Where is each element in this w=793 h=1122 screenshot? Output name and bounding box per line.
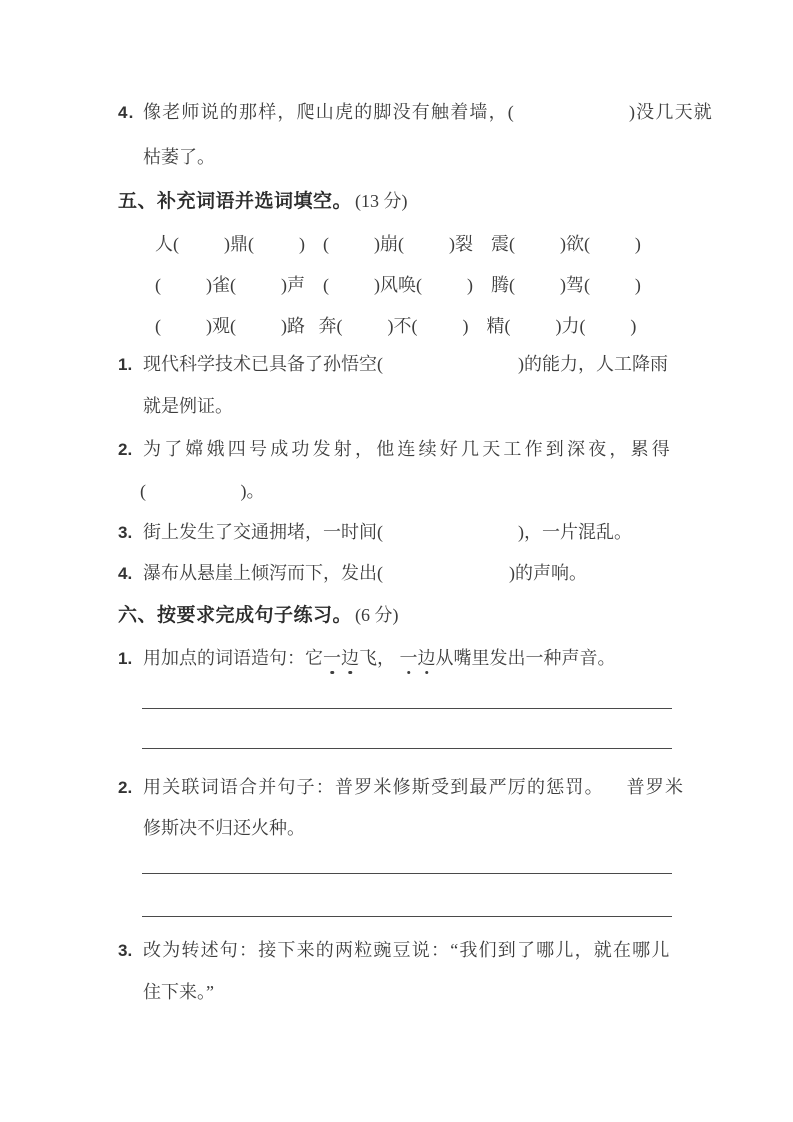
question-text: 飞， — [359, 648, 400, 668]
question-text: 枯萎了。 — [143, 147, 215, 167]
item-number: 4. — [118, 564, 133, 583]
word-fill-text: ( )观( )路 奔( )不( ) 精( )力( ) — [155, 316, 637, 336]
word-fill-row-3 — [155, 314, 636, 338]
question-text: 瀑布从悬崖上倾泻而下，发出( )的声响。 — [143, 563, 587, 583]
word-fill-text: 人( )鼎( ) ( )崩( )裂 震( )欲( ) — [155, 234, 641, 254]
question-prev-4-line-1 — [118, 100, 713, 124]
word-fill-row-2 — [155, 273, 641, 297]
section-6-title: 六、按要求完成句子练习。 — [118, 605, 353, 626]
section-5-header — [118, 189, 408, 213]
section-6-item-3-line-1 — [118, 938, 671, 962]
emphasis-word: 一边 — [399, 648, 436, 668]
question-prev-4-line-2 — [143, 145, 215, 169]
item-number: 2. — [118, 440, 133, 459]
question-text: 为了嫦娥四号成功发射，他连续好几天工作到深夜，累得 — [143, 439, 673, 459]
question-text: 从嘴里发出一种声音。 — [435, 648, 616, 668]
question-text: 用加点的词语造句：它 — [143, 648, 323, 668]
section-6-score: (6 分) — [355, 605, 399, 625]
section-6-item-3-line-2 — [143, 980, 214, 1004]
section-6-item-2-line-2 — [143, 816, 305, 840]
question-text: 修斯决不归还火种。 — [143, 818, 305, 838]
section-5-item-4 — [118, 561, 587, 585]
section-5-item-1-line-1 — [118, 352, 668, 376]
answer-line — [142, 748, 672, 749]
question-text: 改为转述句：接下来的两粒豌豆说：“我们到了哪儿，就在哪儿 — [143, 940, 671, 960]
section-5-item-2-line-1 — [118, 437, 673, 461]
question-text: 用关联词语合并句子：普罗米修斯受到最严厉的惩罚。 普罗米 — [143, 777, 685, 797]
section-5-item-1-line-2 — [143, 394, 233, 418]
answer-line — [142, 873, 672, 874]
item-number: 4. — [118, 103, 135, 122]
question-text: 住下来。” — [143, 982, 214, 1002]
question-text: 街上发生了交通拥堵，一时间( )，一片混乱。 — [143, 522, 632, 542]
item-number: 2. — [118, 778, 133, 797]
section-5-item-2-line-2 — [140, 479, 265, 503]
item-number: 3. — [118, 523, 133, 542]
question-text: 就是例证。 — [143, 396, 233, 416]
section-5-item-3 — [118, 520, 632, 544]
question-text: 现代科学技术已具备了孙悟空( )的能力，人工降雨 — [143, 354, 668, 374]
answer-line — [142, 916, 672, 917]
section-6-item-2-line-1 — [118, 775, 684, 799]
section-5-score: (13 分) — [355, 191, 408, 211]
section-6-item-1 — [118, 646, 616, 670]
item-number: 3. — [118, 941, 133, 960]
section-6-header — [118, 603, 399, 627]
answer-line — [142, 708, 672, 709]
section-5-title: 五、补充词语并选词填空。 — [118, 191, 353, 212]
word-fill-text: ( )雀( )声 ( )风唤( ) 腾( )驾( ) — [155, 275, 641, 295]
question-text: 像老师说的那样，爬山虎的脚没有触着墙，( )没几天就 — [143, 102, 713, 122]
word-fill-row-1 — [155, 232, 641, 256]
item-number: 1. — [118, 649, 133, 668]
question-text: ( )。 — [140, 481, 265, 501]
emphasis-word: 一边 — [323, 648, 359, 668]
item-number: 1. — [118, 355, 133, 374]
